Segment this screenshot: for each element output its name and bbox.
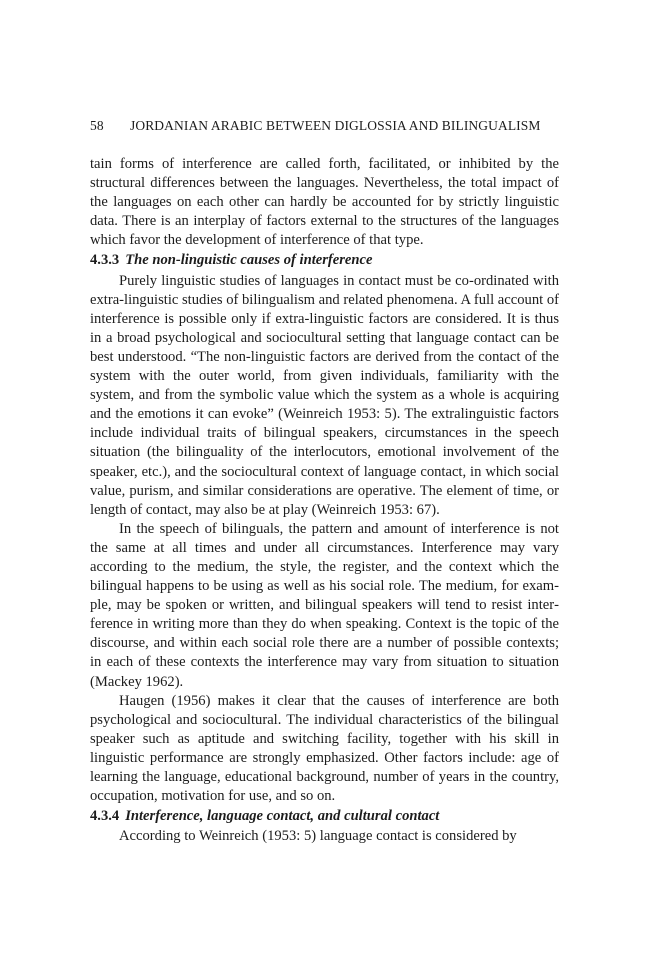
running-head [90,118,570,134]
section-number: 4.3.3 [90,252,120,269]
running-head-title: JORDANIAN ARABIC BETWEEN DIGLOSSIA AND BILINGUALISM [130,118,541,133]
section-title: The non-linguistic causes of interference [125,252,373,269]
body-text [90,155,559,846]
section-title: Interference, language contact, and cultural contact [125,808,440,825]
section-number: 4.3.4 [90,808,120,825]
paragraph-non-linguistic-1: Purely linguistic studies of languages in contact must be co-ordinated with extra-linguistic studies of bilingualism and related phenomena. A full account of interference is possible only if extra-linguistic factors are considered. It is thus in a broad psychological and sociocultural setting that language contact can be best understood. “The non-linguistic factors are derived from the contact of the system with the outer world, from given individuals, familiarity with the system, and from the symbolic value which the system as a whole is acquiring and the emotions it can evoke” (Weinreich 1953: 5). The extralinguistic factors include individual traits of bilingual speakers, circumstances in the speech situation (the bilinguality of the interlocutors, emotional involvement of the speaker, etc.), and the sociocultural context of language contact, in which social value, purism, and similar considerations are operative. The element of time, or length of contact, may also be at play (Weinreich 1953: 67). [90,272,559,518]
paragraph-non-linguistic-3: Haugen (1956) makes it clear that the causes of interference are both psychological and sociocultural. The individual characteristics of the bilingual speaker such as aptitude and switching facility, together with his skill in linguistic performance are strongly emphasized. Other factors include: age of learning the language, educational background, number of years in the country, occupation, motivation for use, and so on. [90,692,559,805]
paragraph-non-linguistic-2: In the speech of bilinguals, the pattern and amount of interference is not the same at all times and under all circumstances. Interference may vary according to the medium, the style, the register, and the context which the bilingual happens to be using as well as his social role. The medium, for example, may be spoken or written, and bilingual speakers will tend to resist interference in writing more than they do when speaking. Context is the topic of the discourse, and within each social role there are a number of possible contexts; in each of these contexts the interference may vary from situation to situation (Mackey 1962). [90,520,559,690]
section-heading-4-3-4 [90,806,559,827]
section-heading-4-3-3 [90,250,559,271]
paragraph-intro: tain forms of interference are called forth, facilitated, or inhibited by the structural differences between the languages. Nevertheless, the total impact of the languages on each other can hardly be accounted for by strictly linguistic data. There is an interplay of factors external to the structures of the languages which favor the development of interference of that type. [90,156,559,249]
page-number: 58 [90,118,104,133]
paragraph-contact-1: According to Weinreich (1953: 5) language contact is considered by [119,828,517,845]
